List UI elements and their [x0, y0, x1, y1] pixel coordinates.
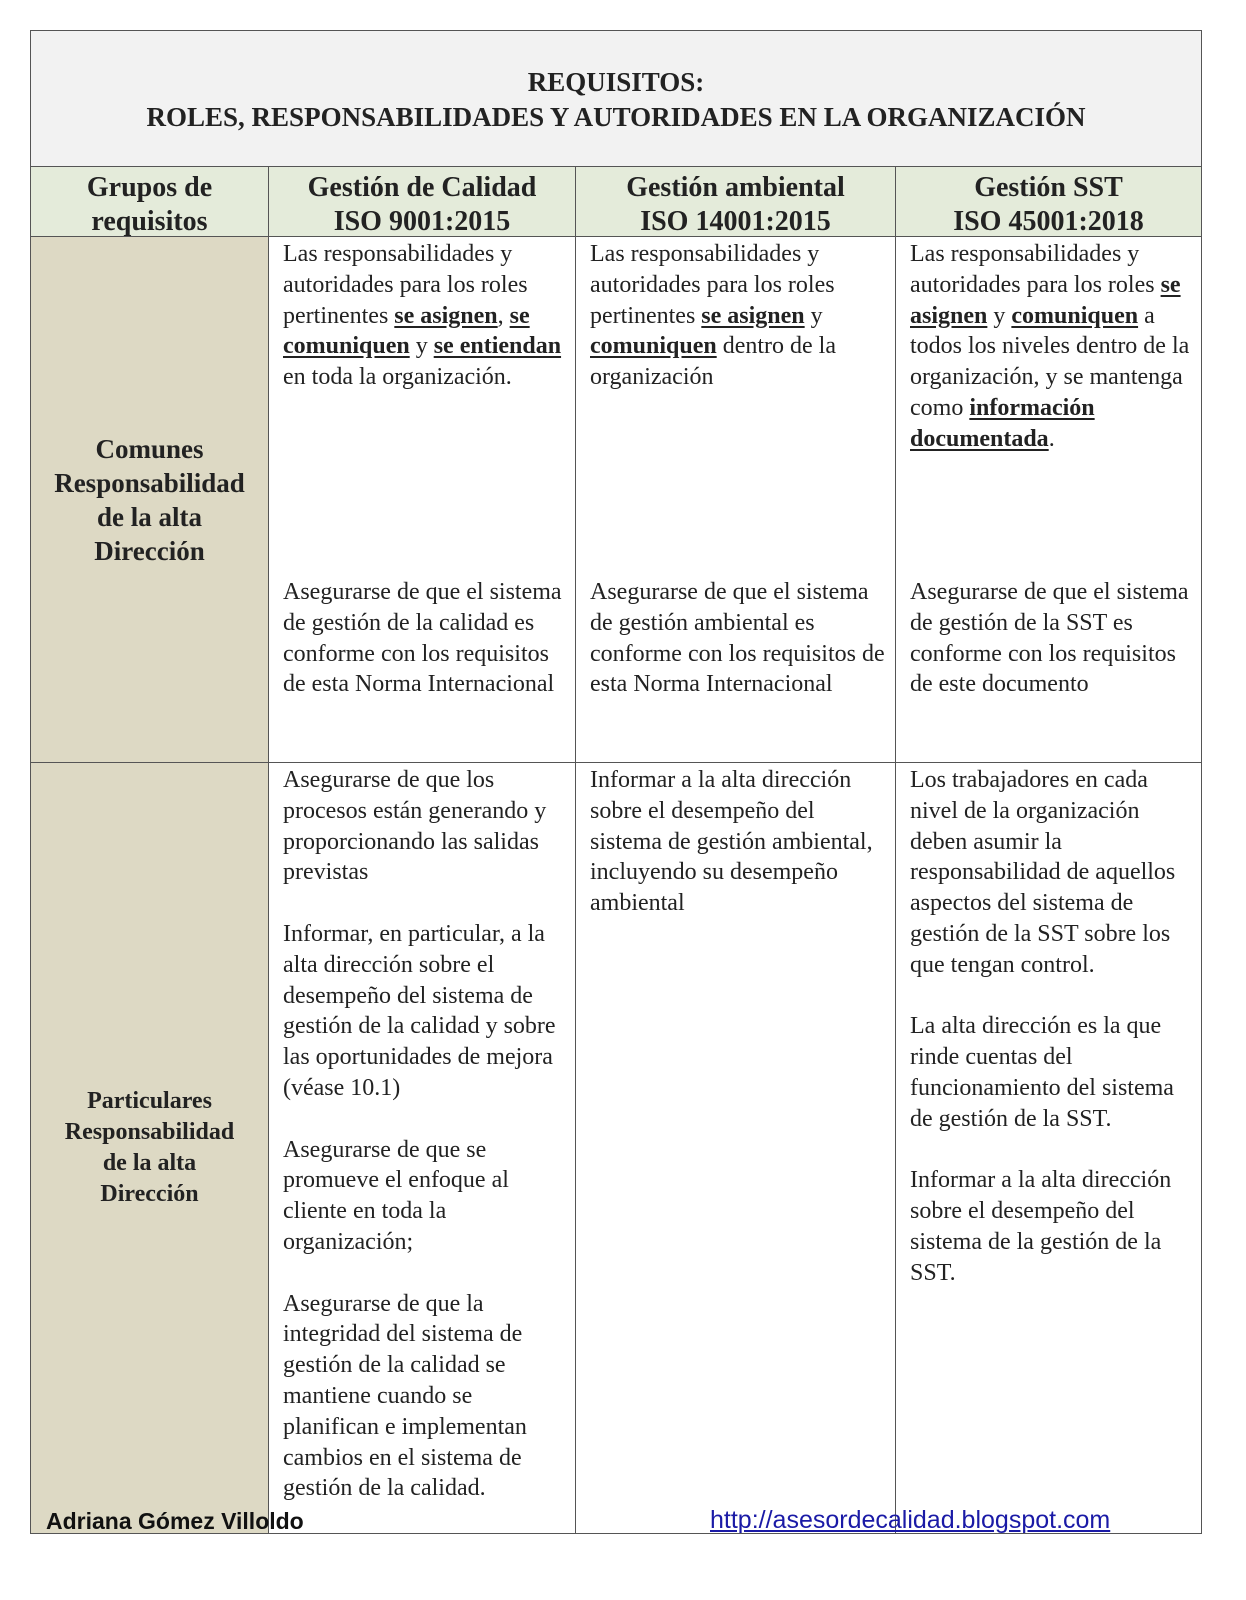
- footer-blog-link[interactable]: http://asesordecalidad.blogspot.com: [710, 1506, 1111, 1534]
- comunes-ambiental-cell: [576, 237, 896, 763]
- comunes-calidad-cell: [269, 237, 576, 763]
- document-title: [31, 31, 1201, 167]
- header-calidad-line-2: ISO 9001:2015: [333, 206, 511, 237]
- particulares-sst-p2: La alta dirección es la que rinde cuentas del funcionamiento del sistema de gestión de la SST.: [910, 1013, 1174, 1132]
- title-line-2: ROLES, RESPONSABILIDADES Y AUTORIDADES EN LA ORGANIZACIÓN: [146, 102, 1086, 132]
- header-groups: [31, 167, 269, 237]
- header-sst: [896, 167, 1201, 237]
- particulares-calidad-p1: Asegurarse de que los procesos están generando y proporcionando las salidas previstas: [283, 767, 547, 886]
- group-comunes-line-3: de la alta: [97, 501, 202, 532]
- particulares-ambiental-p1: Informar a la alta dirección sobre el desempeño del sistema de gestión ambiental, incluyendo su desempeño ambiental: [590, 767, 873, 917]
- header-ambiental: [576, 167, 896, 237]
- header-groups-line-1: Grupos de: [86, 172, 213, 203]
- group-particulares: [31, 763, 269, 1533]
- particulares-ambiental-cell: [576, 763, 896, 1533]
- particulares-calidad-p2: Informar, en particular, a la alta dirección sobre el desempeño del sistema de gestión de la calidad y sobre las oportunidades de mejora (véase 10.1): [283, 920, 556, 1101]
- comunes-ambiental-p2: Asegurarse de que el sistema de gestión ambiental es conforme con los requisitos de esta Norma Internacional: [590, 579, 885, 698]
- group-comunes: [31, 237, 269, 763]
- comunes-calidad-p1: Las responsabilidades y autoridades para los roles pertinentes se asignen, se comuniquen y se entiendan en toda la organización.: [283, 241, 562, 391]
- header-sst-line-2: ISO 45001:2018: [953, 206, 1144, 237]
- comunes-sst-p2: Asegurarse de que el sistema de gestión de la SST es conforme con los requisitos de este documento: [910, 579, 1189, 698]
- particulares-calidad-cell: [269, 763, 576, 1533]
- header-ambiental-line-1: Gestión ambiental: [626, 172, 845, 203]
- header-sst-line-1: Gestión SST: [974, 172, 1123, 203]
- header-calidad-line-1: Gestión de Calidad: [307, 172, 537, 203]
- particulares-calidad-p3: Asegurarse de que se promueve el enfoque al cliente en toda la organización;: [283, 1136, 509, 1255]
- title-line-1: REQUISITOS:: [527, 67, 705, 97]
- footer-author: Adriana Gómez Villoldo: [46, 1508, 304, 1534]
- group-particulares-line-4: Dirección: [100, 1181, 199, 1207]
- group-comunes-line-2: Responsabilidad: [54, 467, 245, 498]
- requirements-document: [30, 30, 1202, 1534]
- header-groups-line-2: requisitos: [91, 206, 208, 237]
- group-particulares-line-3: de la alta: [102, 1150, 197, 1176]
- particulares-calidad-p4: Asegurarse de que la integridad del sistema de gestión de la calidad se mantiene cuando se planifican e implementan cambios en el sistema de gestión de la calidad.: [283, 1290, 527, 1502]
- group-comunes-line-1: Comunes: [95, 433, 204, 464]
- header-ambiental-line-2: ISO 14001:2015: [640, 206, 831, 237]
- comunes-sst-cell: [896, 237, 1201, 763]
- particulares-sst-p3: Informar a la alta dirección sobre el desempeño del sistema de la gestión de la SST.: [910, 1167, 1172, 1286]
- group-comunes-line-4: Dirección: [94, 535, 205, 566]
- comunes-calidad-p2: Asegurarse de que el sistema de gestión de la calidad es conforme con los requisitos de esta Norma Internacional: [283, 579, 562, 698]
- group-particulares-line-1: Particulares: [87, 1088, 212, 1114]
- header-calidad: [269, 167, 576, 237]
- comunes-sst-p1: Las responsabilidades y autoridades para los roles se asignen y comuniquen a todos los niveles dentro de la organización, y se mantenga como información documentada.: [910, 241, 1190, 452]
- group-particulares-line-2: Responsabilidad: [64, 1119, 235, 1145]
- comunes-ambiental-p1: Las responsabilidades y autoridades para los roles pertinentes se asignen y comuniquen dentro de la organización: [590, 241, 836, 391]
- particulares-sst-cell: [896, 763, 1201, 1533]
- particulares-sst-p1: Los trabajadores en cada nivel de la organización deben asumir la responsabilidad de aquellos aspectos del sistema de gestión de la SST sobre los que tengan control.: [910, 767, 1176, 978]
